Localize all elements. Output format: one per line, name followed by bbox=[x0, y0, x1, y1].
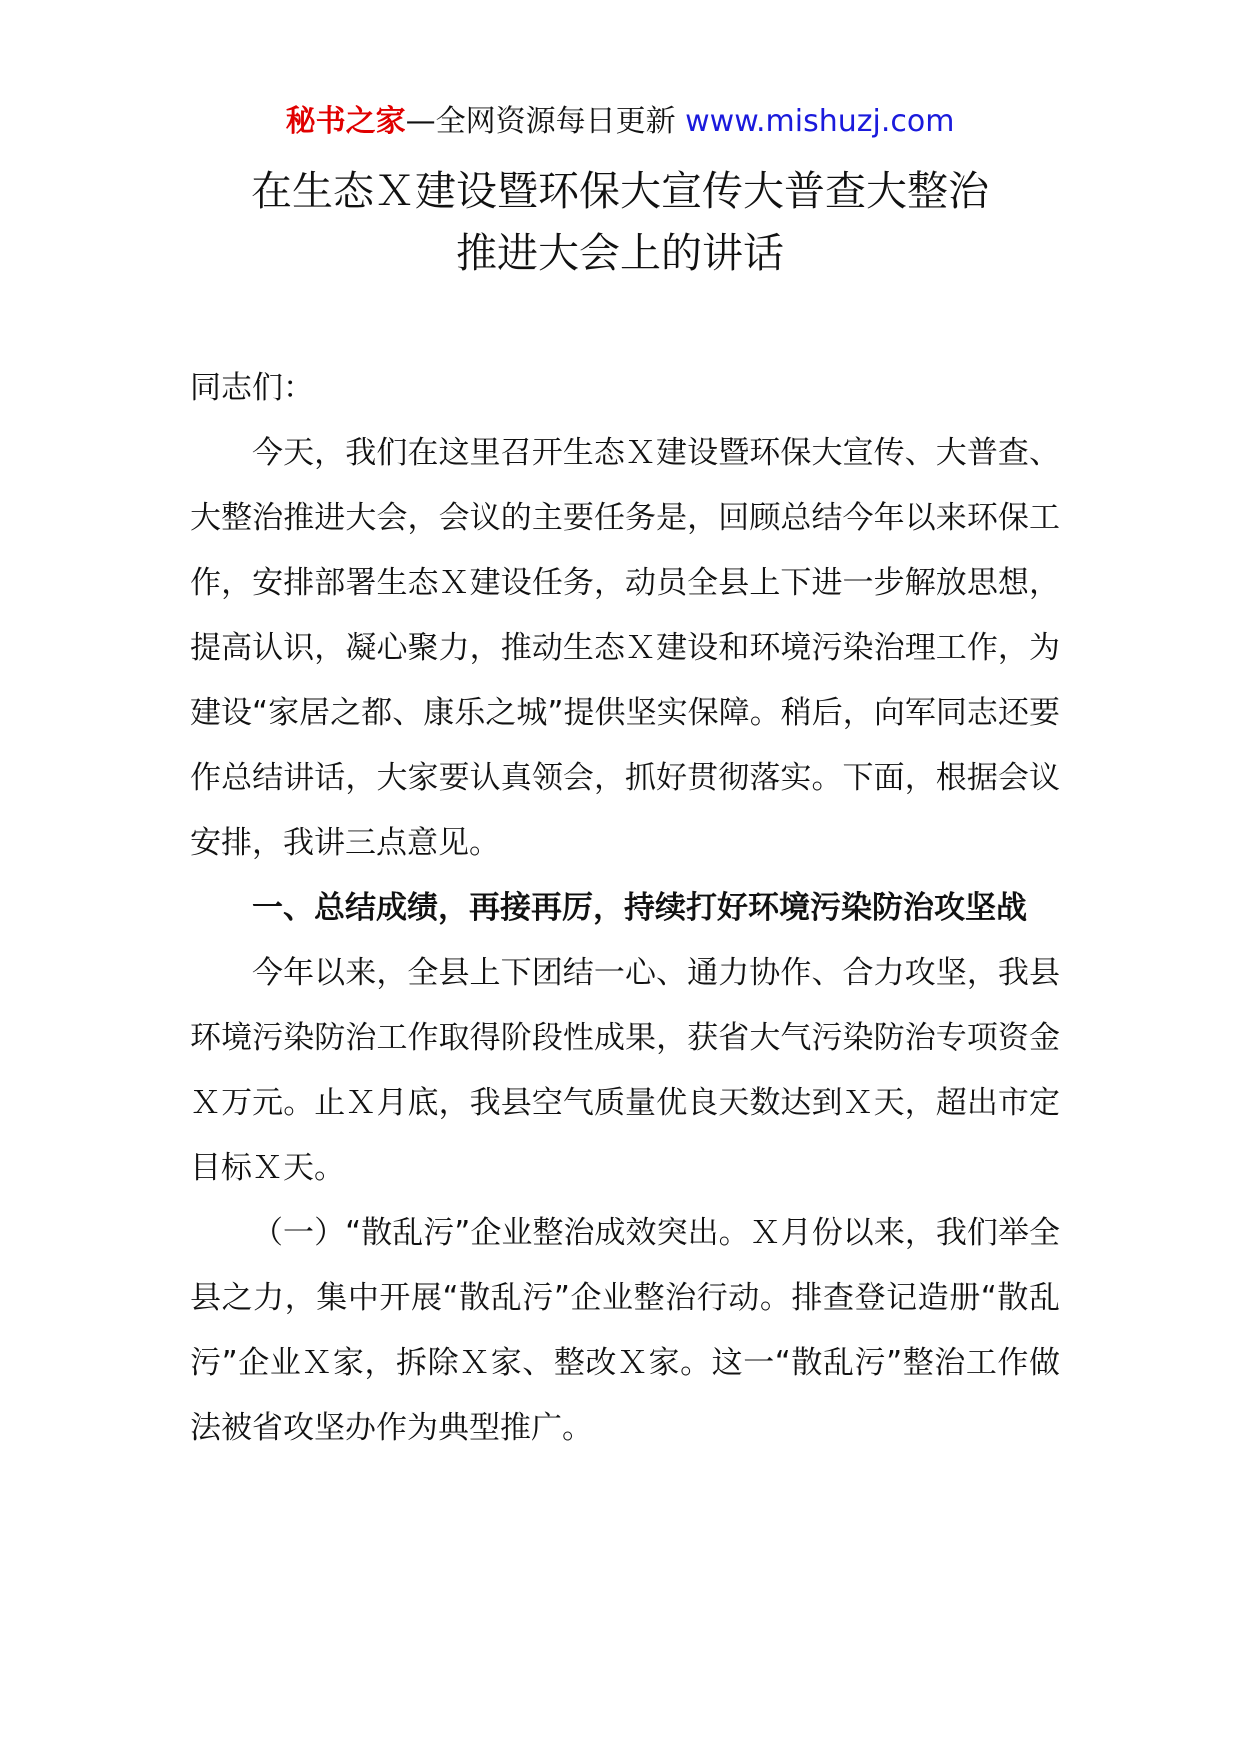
site-tagline: —全网资源每日更新 bbox=[405, 104, 676, 139]
site-url-link[interactable]: www.mishuzj.com bbox=[685, 104, 955, 139]
site-header bbox=[0, 102, 1240, 142]
salutation: 同志们： bbox=[190, 370, 314, 406]
paragraph-achievements: 今年以来，全县上下团结一心、通力协作、合力攻坚，我县环境污染防治工作取得阶段性成果，获省大气污染防治专项资金Ｘ万元。止Ｘ月底，我县空气质量优良天数达到Ｘ天，超出市定目标Ｘ天。 bbox=[190, 955, 1060, 1186]
document-title bbox=[0, 160, 1240, 284]
document-body bbox=[190, 356, 1060, 1461]
paragraph-subsection-1: （一）“散乱污”企业整治成效突出。Ｘ月份以来，我们举全县之力，集中开展“散乱污”企业整治行动。排查登记造册“散乱污”企业Ｘ家，拆除Ｘ家、整改Ｘ家。这一“散乱污”整治工作做法被省攻坚办作为典型推广。 bbox=[190, 1215, 1060, 1446]
site-brand: 秘书之家 bbox=[285, 104, 406, 139]
paragraph-intro: 今天，我们在这里召开生态Ｘ建设暨环保大宣传、大普查、大整治推进大会，会议的主要任务是，回顾总结今年以来环保工作，安排部署生态Ｘ建设任务，动员全县上下进一步解放思想，提高认识，凝心聚力，推动生态Ｘ建设和环境污染治理工作，为建设“家居之都、康乐之城”提供坚实保障。稍后，向军同志还要作总结讲话，大家要认真领会，抓好贯彻落实。下面，根据会议安排，我讲三点意见。 bbox=[190, 435, 1060, 861]
title-line-1: 在生态Ｘ建设暨环保大宣传大普查大整治 bbox=[251, 167, 989, 215]
title-line-2: 推进大会上的讲话 bbox=[456, 229, 784, 277]
section-heading-1: 一、总结成绩，再接再厉，持续打好环境污染防治攻坚战 bbox=[252, 890, 1027, 926]
